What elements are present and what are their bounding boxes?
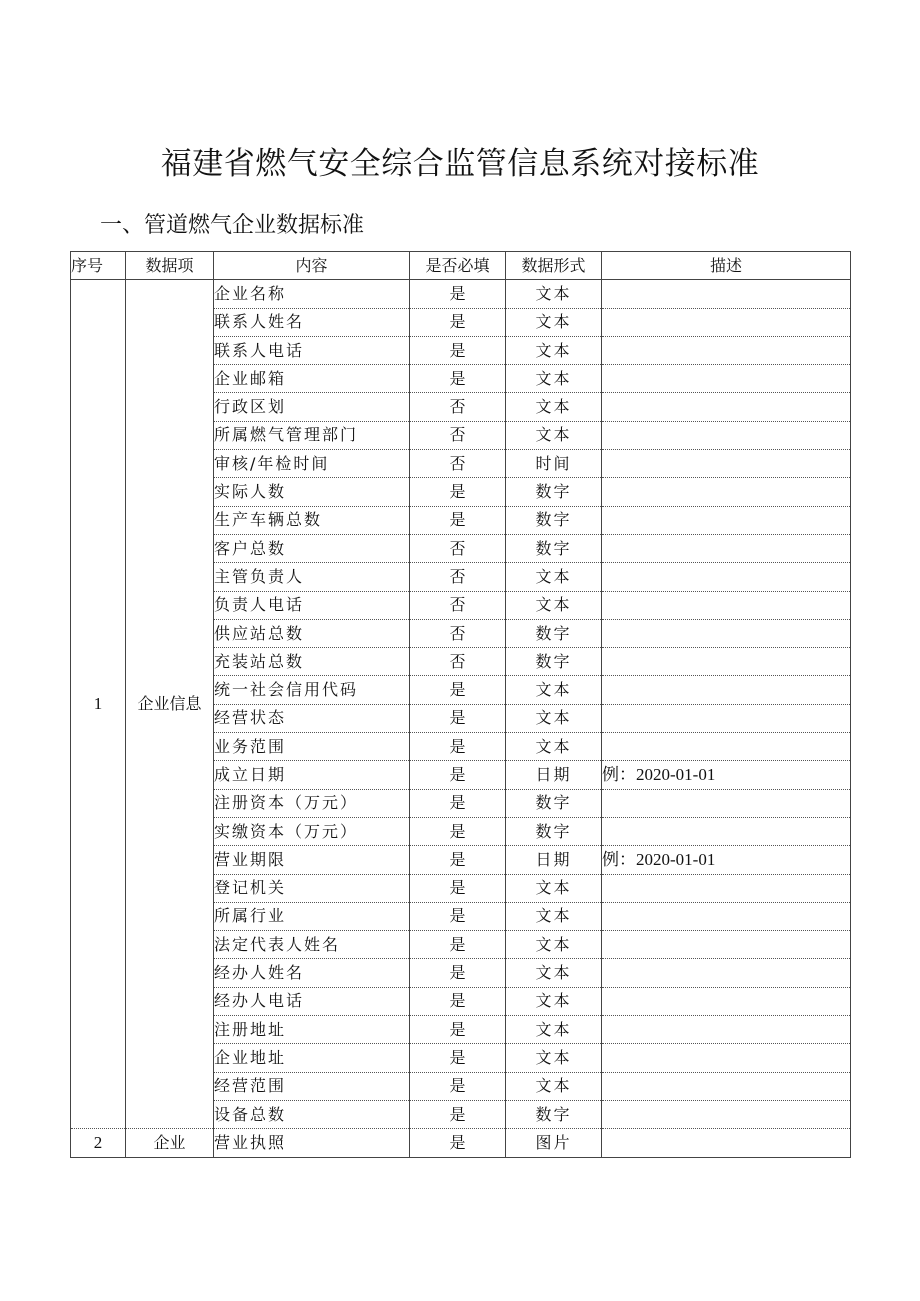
field-required: 否 <box>410 534 506 562</box>
field-content: 所属行业 <box>214 902 410 930</box>
field-format: 文本 <box>506 365 602 393</box>
field-format: 数字 <box>506 648 602 676</box>
field-format: 文本 <box>506 393 602 421</box>
field-content: 营业期限 <box>214 846 410 874</box>
field-required: 否 <box>410 591 506 619</box>
field-required: 是 <box>410 959 506 987</box>
field-description: 例：2020-01-01 <box>602 846 851 874</box>
field-description <box>602 704 851 732</box>
field-content: 企业邮箱 <box>214 365 410 393</box>
field-description <box>602 280 851 308</box>
field-required: 是 <box>410 280 506 308</box>
field-content: 注册地址 <box>214 1016 410 1044</box>
table-body <box>71 280 851 1157</box>
field-required: 是 <box>410 506 506 534</box>
field-description <box>602 676 851 704</box>
field-description <box>602 450 851 478</box>
field-required: 是 <box>410 336 506 364</box>
header-format: 数据形式 <box>506 252 602 280</box>
field-content: 设备总数 <box>214 1100 410 1128</box>
header-description: 描述 <box>602 252 851 280</box>
document-title: 福建省燃气安全综合监管信息系统对接标准 <box>160 146 760 182</box>
field-required: 是 <box>410 846 506 874</box>
field-content: 供应站总数 <box>214 619 410 647</box>
field-content: 营业执照 <box>214 1129 410 1157</box>
field-required: 否 <box>410 563 506 591</box>
field-content: 审核/年检时间 <box>214 450 410 478</box>
field-content: 法定代表人姓名 <box>214 931 410 959</box>
field-description <box>602 393 851 421</box>
header-required: 是否必填 <box>410 252 506 280</box>
field-required: 是 <box>410 902 506 930</box>
header-item: 数据项 <box>126 252 214 280</box>
field-required: 否 <box>410 450 506 478</box>
field-content: 主管负责人 <box>214 563 410 591</box>
field-required: 是 <box>410 1044 506 1072</box>
field-content: 经办人电话 <box>214 987 410 1015</box>
field-format: 文本 <box>506 591 602 619</box>
field-description <box>602 1072 851 1100</box>
field-required: 是 <box>410 1072 506 1100</box>
field-content: 生产车辆总数 <box>214 506 410 534</box>
field-description <box>602 648 851 676</box>
field-content: 行政区划 <box>214 393 410 421</box>
field-format: 文本 <box>506 874 602 902</box>
field-required: 是 <box>410 874 506 902</box>
field-content: 经办人姓名 <box>214 959 410 987</box>
field-description <box>602 506 851 534</box>
field-description <box>602 1016 851 1044</box>
field-required: 是 <box>410 817 506 845</box>
field-content: 注册资本（万元） <box>214 789 410 817</box>
field-required: 是 <box>410 931 506 959</box>
field-required: 是 <box>410 733 506 761</box>
field-content: 联系人姓名 <box>214 308 410 336</box>
field-description <box>602 987 851 1015</box>
field-format: 数字 <box>506 1100 602 1128</box>
field-format: 文本 <box>506 336 602 364</box>
field-required: 否 <box>410 619 506 647</box>
field-description <box>602 365 851 393</box>
data-standard-table <box>70 251 851 1158</box>
field-required: 是 <box>410 704 506 732</box>
field-content: 业务范围 <box>214 733 410 761</box>
field-description <box>602 534 851 562</box>
field-description <box>602 789 851 817</box>
field-content: 成立日期 <box>214 761 410 789</box>
field-format: 文本 <box>506 704 602 732</box>
field-description <box>602 1044 851 1072</box>
field-format: 文本 <box>506 959 602 987</box>
field-required: 是 <box>410 761 506 789</box>
group-data-item: 企业信息 <box>126 280 214 1129</box>
field-content: 客户总数 <box>214 534 410 562</box>
field-description <box>602 336 851 364</box>
field-description <box>602 931 851 959</box>
field-format: 文本 <box>506 676 602 704</box>
field-format: 数字 <box>506 506 602 534</box>
field-format: 文本 <box>506 902 602 930</box>
field-required: 是 <box>410 308 506 336</box>
field-description <box>602 817 851 845</box>
field-content: 登记机关 <box>214 874 410 902</box>
field-required: 是 <box>410 676 506 704</box>
field-description <box>602 421 851 449</box>
field-format: 文本 <box>506 1072 602 1100</box>
group-number: 1 <box>71 280 126 1129</box>
field-format: 数字 <box>506 534 602 562</box>
field-format: 数字 <box>506 619 602 647</box>
field-format: 数字 <box>506 817 602 845</box>
field-format: 时间 <box>506 450 602 478</box>
field-required: 是 <box>410 789 506 817</box>
header-no: 序号 <box>71 252 126 280</box>
field-required: 否 <box>410 393 506 421</box>
field-required: 否 <box>410 648 506 676</box>
field-description <box>602 591 851 619</box>
field-content: 经营状态 <box>214 704 410 732</box>
field-format: 日期 <box>506 846 602 874</box>
field-format: 文本 <box>506 308 602 336</box>
field-format: 文本 <box>506 987 602 1015</box>
group-data-item: 企业 <box>126 1129 214 1157</box>
field-description <box>602 902 851 930</box>
field-description <box>602 1100 851 1128</box>
group-number: 2 <box>71 1129 126 1157</box>
field-description <box>602 874 851 902</box>
field-description <box>602 959 851 987</box>
field-description <box>602 619 851 647</box>
field-format: 文本 <box>506 563 602 591</box>
field-content: 实际人数 <box>214 478 410 506</box>
field-format: 日期 <box>506 761 602 789</box>
field-required: 是 <box>410 478 506 506</box>
field-description: 例：2020-01-01 <box>602 761 851 789</box>
section-heading: 一、管道燃气企业数据标准 <box>100 213 365 238</box>
field-format: 文本 <box>506 931 602 959</box>
field-format: 数字 <box>506 789 602 817</box>
field-content: 充装站总数 <box>214 648 410 676</box>
field-required: 否 <box>410 421 506 449</box>
field-required: 是 <box>410 1100 506 1128</box>
field-format: 文本 <box>506 1044 602 1072</box>
field-content: 企业名称 <box>214 280 410 308</box>
field-format: 文本 <box>506 280 602 308</box>
field-required: 是 <box>410 1129 506 1157</box>
field-content: 所属燃气管理部门 <box>214 421 410 449</box>
field-content: 企业地址 <box>214 1044 410 1072</box>
field-format: 图片 <box>506 1129 602 1157</box>
field-format: 文本 <box>506 1016 602 1044</box>
field-required: 是 <box>410 987 506 1015</box>
field-required: 是 <box>410 365 506 393</box>
field-content: 负责人电话 <box>214 591 410 619</box>
field-description <box>602 563 851 591</box>
field-description <box>602 478 851 506</box>
field-format: 文本 <box>506 421 602 449</box>
field-content: 联系人电话 <box>214 336 410 364</box>
table-row <box>71 1129 851 1157</box>
field-description <box>602 733 851 761</box>
field-content: 统一社会信用代码 <box>214 676 410 704</box>
field-format: 文本 <box>506 733 602 761</box>
table-row <box>71 280 851 308</box>
field-format: 数字 <box>506 478 602 506</box>
field-description <box>602 308 851 336</box>
header-content: 内容 <box>214 252 410 280</box>
field-content: 经营范围 <box>214 1072 410 1100</box>
field-description <box>602 1129 851 1157</box>
field-required: 是 <box>410 1016 506 1044</box>
field-content: 实缴资本（万元） <box>214 817 410 845</box>
table-header-row <box>71 252 851 280</box>
